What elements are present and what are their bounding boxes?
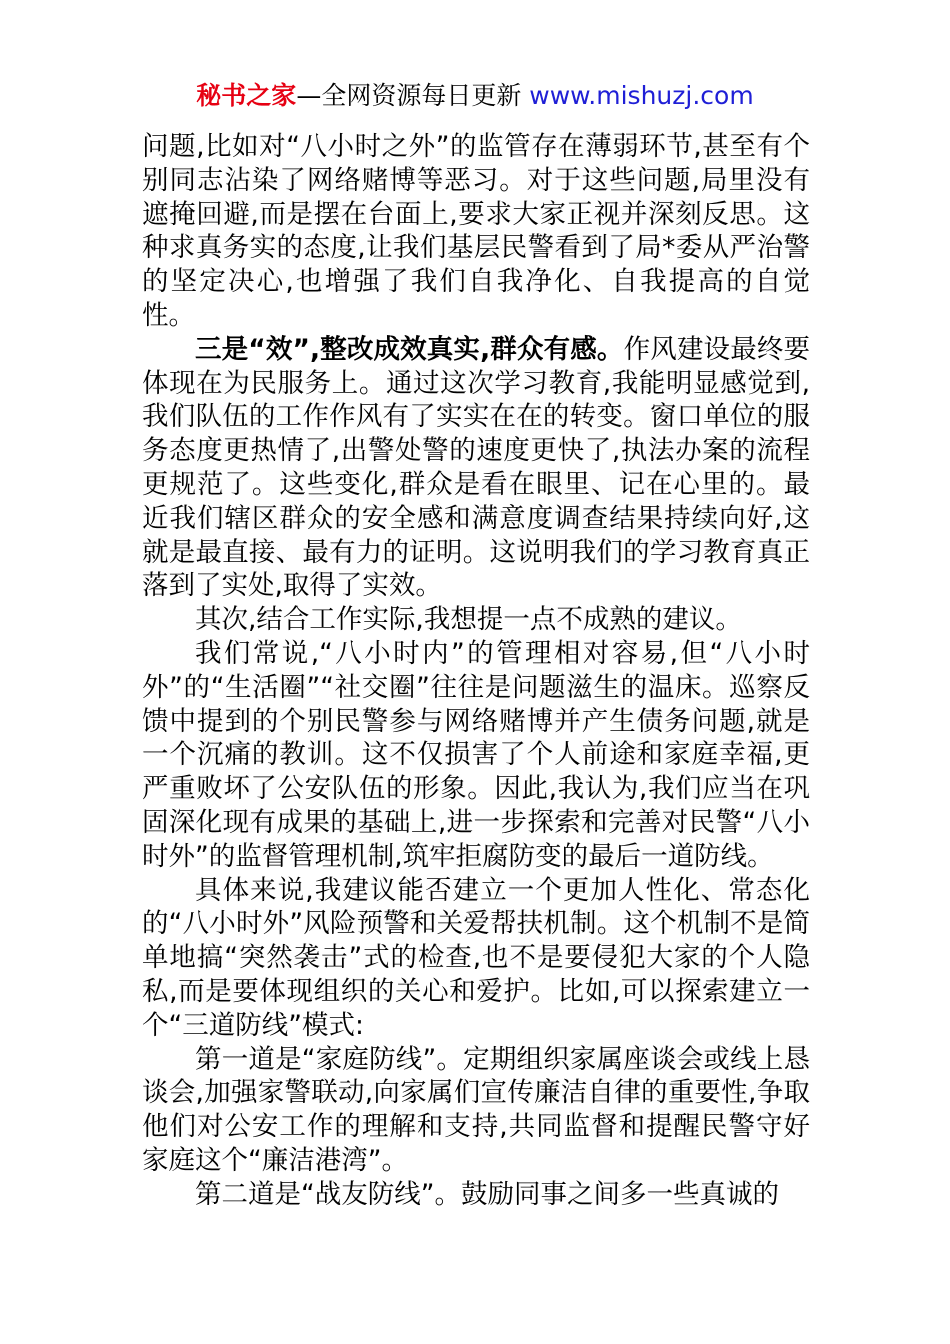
paragraph-6: [142, 1043, 810, 1178]
paragraph-text: 第一道是“家庭防线”。定期组织家属座谈会或线上恳谈会,加强家警联动,向家属们宣传廉洁自律的重要性,争取他们对公安工作的理解和支持,共同监督和提醒民警守好家庭这个“廉洁港湾”。: [142, 1043, 810, 1176]
paragraph-1: [142, 130, 810, 333]
paragraph-text: 问题,比如对“八小时之外”的监管存在薄弱环节,甚至有个别同志沾染了网络赌博等恶习。对于这些问题,局里没有遮掩回避,而是摆在台面上,要求大家正视并深刻反思。这种求真务实的态度,让我们基层民警看到了局*委从严治警的坚定决心,也增强了我们自我净化、自我提高的自觉性。: [142, 131, 810, 331]
document-body: [142, 130, 810, 1212]
paragraph-3: [142, 603, 810, 637]
paragraph-text: 作风建设最终要体现在为民服务上。通过这次学习教育,我能明显感觉到,我们队伍的工作作风有了实实在在的转变。窗口单位的服务态度更热情了,出警处警的速度更快了,执法办案的流程更规范了。这些变化,群众是看在眼里、记在心里的。最近我们辖区群众的安全感和满意度调查结果持续向好,这就是最直接、最有力的证明。这说明我们的学习教育真正落到了实处,取得了实效。: [142, 333, 810, 602]
paragraph-5: [142, 874, 810, 1043]
paragraph-2: [142, 333, 810, 603]
site-url[interactable]: www.mishuzj.com: [529, 81, 754, 110]
paragraph-text: 其次,结合工作实际,我想提一点不成熟的建议。: [195, 604, 742, 636]
paragraph-lead: 三是“效”,整改成效真实,群众有感。: [195, 333, 624, 365]
paragraph-text: 具体来说,我建议能否建立一个更加人性化、常态化的“八小时外”风险预警和关爱帮扶机制。这个机制不是简单地搞“突然袭击”式的检查,也不是要侵犯大家的个人隐私,而是要体现组织的关心和爱护。比如,可以探索建立一个“三道防线”模式:: [142, 874, 810, 1041]
paragraph-4: [142, 637, 810, 874]
paragraph-text: 第二道是“战友防线”。鼓励同事之间多一些真诚的: [195, 1178, 779, 1210]
paragraph-text: 我们常说,“八小时内”的管理相对容易,但“八小时外”的“生活圈”“社交圈”往往是问题滋生的温床。巡察反馈中提到的个别民警参与网络赌博并产生债务问题,就是一个沉痛的教训。这不仅损害了个人前途和家庭幸福,更严重败坏了公安队伍的形象。因此,我认为,我们应当在巩固深化现有成果的基础上,进一步探索和完善对民警“八小时外”的监督管理机制,筑牢拒腐防变的最后一道防线。: [142, 637, 810, 872]
paragraph-7: [142, 1178, 810, 1212]
site-header: [0, 78, 950, 114]
site-brand: 秘书之家: [196, 81, 297, 110]
site-tagline: —全网资源每日更新: [296, 81, 530, 110]
